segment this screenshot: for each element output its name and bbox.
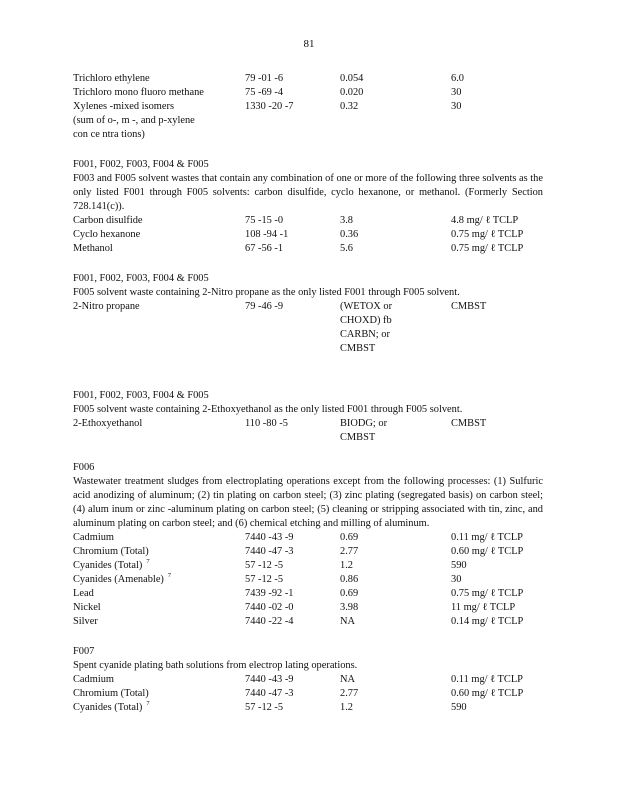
wastewater-standard: NA: [340, 674, 356, 685]
f006-table: [73, 531, 543, 629]
cas-number: 67 -56 -1: [245, 243, 284, 254]
wastewater-standard: 0.86: [340, 574, 359, 585]
wastewater-standard: [340, 417, 451, 443]
wastewater-line: CARBN; or: [340, 329, 390, 340]
regulation-content: [73, 72, 543, 715]
table-row: [73, 242, 543, 256]
nonwastewater-standard: 30: [451, 101, 462, 112]
wastewater-line: (WETOX or: [340, 301, 393, 312]
constituent-name: Chromium (Total): [73, 688, 149, 699]
wastewater-standard: 0.054: [340, 73, 364, 84]
cas-number: 57 -12 -5: [245, 574, 284, 585]
table-row: [73, 72, 543, 86]
constituent-name: Cyanides (Amenable) $^7$: [73, 572, 172, 585]
wastewater-standard: 3.98: [340, 602, 359, 613]
f003-table: [73, 214, 543, 256]
constituent-name: 2-Nitro propane: [73, 301, 140, 312]
f007-table: [73, 673, 543, 715]
table-row: [73, 545, 543, 559]
wastewater-standard: 0.36: [340, 229, 359, 240]
wastewater-lines: [340, 300, 451, 356]
nonwastewater-standard: 0.60 mg/ ℓ TCLP: [451, 688, 524, 699]
cas-number: 7440 -43 -9: [245, 674, 294, 685]
wastewater-standard: 0.32: [340, 101, 359, 112]
wastewater-standard: [340, 300, 451, 354]
table-row: [73, 214, 543, 228]
wastewater-standard: 2.77: [340, 546, 359, 557]
constituent-name: Methanol: [73, 243, 113, 254]
cas-number: 7440 -02 -0: [245, 602, 294, 613]
section-code-nitropropane: F001, F002, F003, F004 & F005: [73, 273, 209, 284]
cas-number: 57 -12 -5: [245, 560, 284, 571]
constituent-name: Trichloro mono fluoro methane: [73, 87, 204, 98]
constituent-name: Nickel: [73, 602, 101, 613]
section-code-f003: F001, F002, F003, F004 & F005: [73, 159, 209, 170]
constituent-name: Silver: [73, 616, 98, 627]
nonwastewater-standard: 0.14 mg/ ℓ TCLP: [451, 616, 524, 627]
wastewater-standard: 1.2: [340, 560, 353, 571]
nonwastewater-standard: 0.11 mg/ ℓ TCLP: [451, 674, 523, 685]
section-code-f006: F006: [73, 462, 95, 473]
constituent-name: Cyanides (Total) $^7$: [73, 558, 150, 571]
cas-number: 79 -01 -6: [245, 73, 284, 84]
constituent-name: Lead: [73, 588, 94, 599]
wastewater-line: CMBST: [340, 343, 376, 354]
wastewater-standard: 2.77: [340, 688, 359, 699]
note-line: con ce ntra tions): [73, 129, 145, 140]
table-row: [73, 673, 543, 687]
section-code-f007: F007: [73, 646, 95, 657]
cas-number: 110 -80 -5: [245, 418, 288, 429]
section-code-ethoxyethanol: F001, F002, F003, F004 & F005: [73, 390, 209, 401]
cas-number: 57 -12 -5: [245, 702, 284, 713]
page-number: 81: [303, 38, 315, 50]
table-row: [73, 559, 543, 573]
section-description-f003: F003 and F005 solvent wastes that contain any combination of one or more of the following three solvents as the only listed F001 through F005 solvents: carbon disulfide, cyclo hexanone, or methanol. (Formerly Section 728.141(c)).: [73, 173, 543, 212]
table-row: [73, 615, 543, 629]
wastewater-lines: [340, 417, 451, 445]
table-row: [73, 701, 543, 715]
constituent-name: Chromium (Total): [73, 546, 149, 557]
nonwastewater-standard: 11 mg/ ℓ TCLP: [451, 602, 516, 613]
table-row: [73, 573, 543, 587]
constituent-name: Xylenes -mixed isomers: [73, 101, 174, 112]
table-row: [73, 587, 543, 601]
constituent-name: Cyclo hexanone: [73, 229, 141, 240]
table-row: [73, 687, 543, 701]
nonwastewater-standard: 0.60 mg/ ℓ TCLP: [451, 546, 524, 557]
nonwastewater-standard: 30: [451, 574, 462, 585]
note-line: (sum of o-, m -, and p-xylene: [73, 115, 195, 126]
wastewater-line: CMBST: [340, 432, 376, 443]
nonwastewater-standard: 6.0: [451, 73, 464, 84]
table-row: [73, 300, 543, 354]
nonwastewater-standard: 0.75 mg/ ℓ TCLP: [451, 243, 524, 254]
cas-number: 108 -94 -1: [245, 229, 289, 240]
nonwastewater-standard: 0.75 mg/ ℓ TCLP: [451, 588, 524, 599]
table-row: [73, 531, 543, 545]
footnote-marker: 7: [146, 558, 150, 565]
footnote-marker: 7: [167, 572, 172, 579]
wastewater-line: CHOXD) fb: [340, 315, 392, 326]
wastewater-standard: 0.69: [340, 588, 359, 599]
section-description-f006: Wastewater treatment sludges from electroplating operations except from the following processes: (1) Sulfuric acid anodizing of aluminum; (2) tin plating on carbon steel; (3) zinc plating (segregated basis) on carbon steel; (4) alum inum or zinc -aluminum plating on carbon steel; (5) cleaning or stripping associated with tin, zinc, and aluminum plating on carbon steel; and (6) chemical etching and milling of aluminum.: [73, 476, 543, 529]
constituent-name: Cadmium: [73, 532, 114, 543]
table-row: [73, 100, 543, 114]
cas-number: 7439 -92 -1: [245, 588, 294, 599]
wastewater-standard: 5.6: [340, 243, 353, 254]
cas-number: 79 -46 -9: [245, 301, 284, 312]
wastewater-standard: 3.8: [340, 215, 353, 226]
cas-number: 7440 -22 -4: [245, 616, 294, 627]
cas-number: 1330 -20 -7: [245, 101, 294, 112]
constituent-name: Carbon disulfide: [73, 215, 143, 226]
cas-number: 7440 -47 -3: [245, 688, 294, 699]
section-description-ethoxyethanol: F005 solvent waste containing 2-Ethoxyethanol as the only listed F001 through F005 solvent.: [73, 404, 463, 415]
nonwastewater-standard: 590: [451, 702, 467, 713]
nonwastewater-standard: CMBST: [451, 301, 487, 312]
wastewater-standard: 0.69: [340, 532, 359, 543]
constituent-name: Cadmium: [73, 674, 114, 685]
table-row: [73, 417, 543, 443]
footnote-marker: 7: [146, 700, 150, 707]
constituent-name: Cyanides (Total) $^7$: [73, 700, 150, 713]
cas-number: 7440 -47 -3: [245, 546, 294, 557]
nonwastewater-standard: 0.75 mg/ ℓ TCLP: [451, 229, 524, 240]
cas-number: 75 -15 -0: [245, 215, 284, 226]
nonwastewater-standard: CMBST: [451, 418, 487, 429]
cas-number: 75 -69 -4: [245, 87, 284, 98]
xylenes-note: [73, 114, 543, 142]
table-row: [73, 601, 543, 615]
cas-number: 7440 -43 -9: [245, 532, 294, 543]
section-description-nitropropane: F005 solvent waste containing 2-Nitro propane as the only listed F001 through F005 solvent.: [73, 287, 460, 298]
table-row: [73, 86, 543, 100]
nonwastewater-standard: 30: [451, 87, 462, 98]
nonwastewater-standard: 590: [451, 560, 467, 571]
wastewater-standard: 1.2: [340, 702, 353, 713]
constituent-name: 2-Ethoxyethanol: [73, 418, 143, 429]
wastewater-standard: NA: [340, 616, 356, 627]
nonwastewater-standard: 0.11 mg/ ℓ TCLP: [451, 532, 523, 543]
wastewater-standard: 0.020: [340, 87, 364, 98]
section-description-f007: Spent cyanide plating bath solutions from electrop lating operations.: [73, 660, 358, 671]
table-row: [73, 228, 543, 242]
nonwastewater-standard: 4.8 mg/ ℓ TCLP: [451, 215, 519, 226]
wastewater-line: BIODG; or: [340, 418, 388, 429]
constituent-name: Trichloro ethylene: [73, 73, 150, 84]
intro-table: [73, 72, 543, 114]
